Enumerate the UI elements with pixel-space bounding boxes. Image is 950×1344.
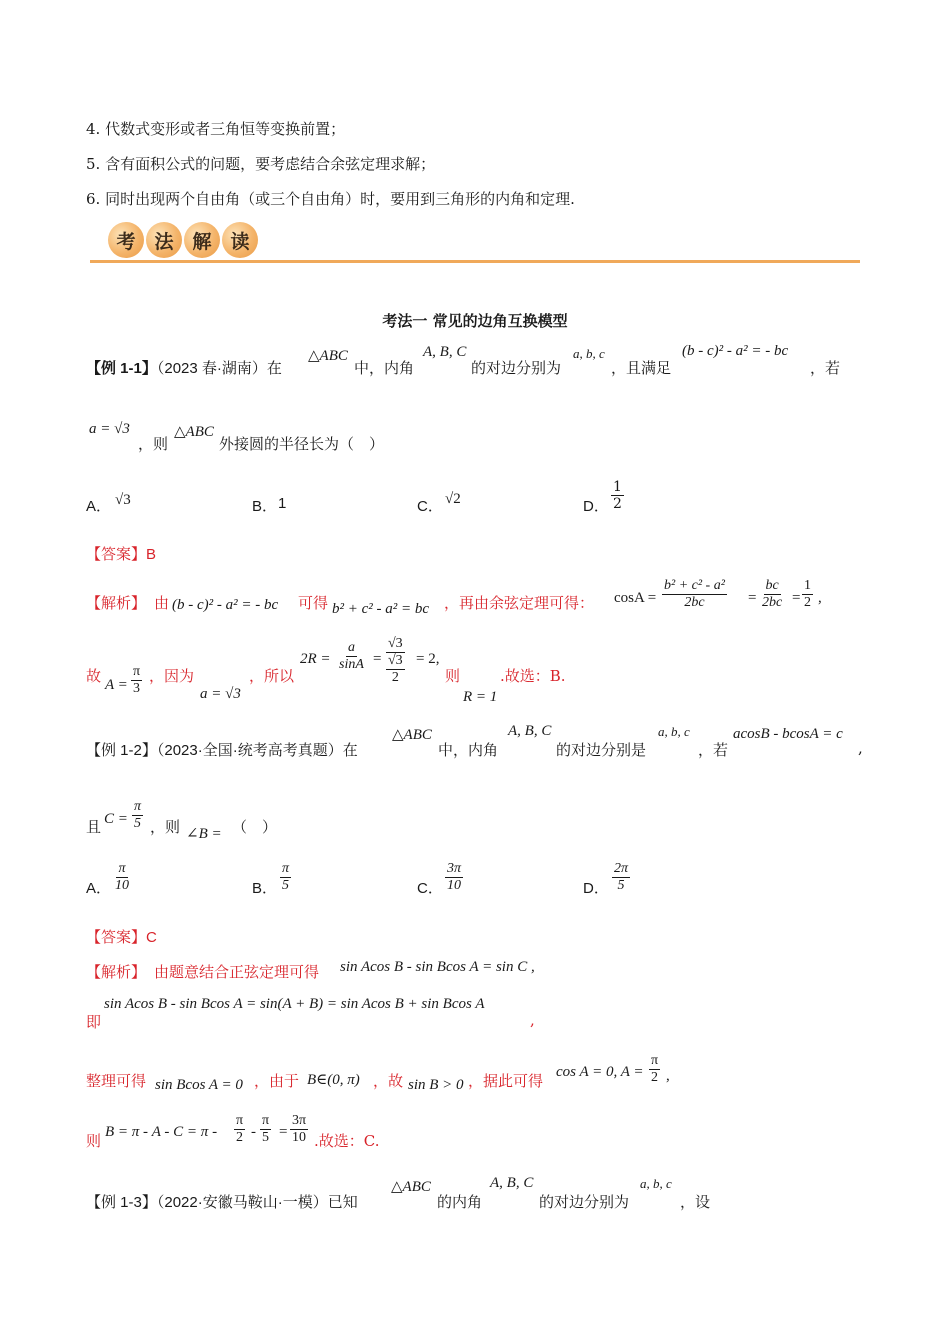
ex1-sol2-text: 则 xyxy=(445,667,461,685)
ex1-option-b-value: 1 xyxy=(278,495,287,512)
ex1-text: 外接圆的半径长为（ ） xyxy=(219,435,385,453)
ex2-sol3-frac: $\frac{\pi}{2}$ xyxy=(651,1053,659,1086)
ex2-sol4-frac3: $\frac{3\pi}{10}$ xyxy=(292,1113,307,1146)
ex1-line1 xyxy=(86,357,282,378)
ex1-sol2-pi3: $\frac{\pi}{3}$ xyxy=(133,664,141,697)
ex3-text: 的内角 xyxy=(437,1193,483,1211)
ex2-source: （2023·全国·统考高考真题）在 xyxy=(156,742,358,759)
ex3-source: （2022·安徽马鞍山·一模）已知 xyxy=(156,1194,358,1211)
ex2-condition: acosB - bcosA = c xyxy=(733,726,843,742)
ex1-sol2-text: ，因为 xyxy=(149,667,195,685)
ex2-C-frac: $\frac{\pi}{5}$ xyxy=(134,799,142,832)
ex3-text: 的对边分别为 xyxy=(539,1193,630,1211)
ex1-given: a = √3 xyxy=(89,421,130,437)
ex2-sol4-frac1: $\frac{\pi}{2}$ xyxy=(236,1113,244,1146)
ex1-solution-comma: , xyxy=(818,590,822,606)
equals-sign: = xyxy=(373,651,382,667)
intro-item-5: 5. 含有面积公式的问题，要考虑结合余弦定理求解； xyxy=(86,155,436,173)
ex2-sol4-text: .故选：C. xyxy=(314,1132,380,1150)
ex1-sol2-a: a = √3 xyxy=(200,686,241,702)
ex2-text: ，若 xyxy=(698,741,729,759)
ex2-line1 xyxy=(86,739,358,760)
ex2-text: , xyxy=(858,739,863,757)
ex1-solution-text: 由 xyxy=(154,594,170,612)
ex1-solution-frac2: $\frac{bc}{2bc}$ xyxy=(762,578,783,611)
ex2-sol4-eq1: B = π - A - C = π - xyxy=(105,1124,218,1140)
ex1-sol2-text: 故 xyxy=(86,667,102,685)
ex1-sol2-eq2: = 2, xyxy=(416,651,440,667)
ex2-option-d-fraction: $\frac{2\pi}{5}$ xyxy=(614,861,629,894)
ex1-text: ，且满足 xyxy=(611,359,672,377)
ex1-option-a-value: √3 xyxy=(115,492,131,508)
ex2-sol3-eq3: sin B > 0 xyxy=(408,1077,464,1093)
ex3-label: 【例 1-3】 xyxy=(86,1194,157,1211)
ex1-sol2-2R: 2R = xyxy=(300,651,331,667)
ex2-option-c-fraction: $\frac{3\pi}{10}$ xyxy=(447,861,462,894)
badge-char: 考 xyxy=(108,222,144,258)
ex1-angles: A, B, C xyxy=(423,344,467,360)
ex2-option-b-fraction: $\frac{\pi}{5}$ xyxy=(282,861,290,894)
equals-sign: = xyxy=(748,590,757,606)
ex1-condition: (b - c)² - a² = - bc xyxy=(682,343,789,359)
answer-label: 【答案】 xyxy=(86,546,147,563)
ex1-option-b-key: B． xyxy=(252,498,278,515)
answer-value: C xyxy=(146,929,157,946)
ex2-triangle: △ABC xyxy=(392,727,432,743)
ex1-text: 中，内角 xyxy=(354,359,415,377)
ex3-text: ，设 xyxy=(680,1193,711,1211)
ex2-sol3-eq4: cos A = 0, A = xyxy=(556,1064,644,1080)
ex2-text: 中，内角 xyxy=(438,741,499,759)
section-divider xyxy=(90,260,860,263)
ex3-triangle: △ABC xyxy=(391,1179,431,1195)
equals-sign: = xyxy=(792,590,801,606)
ex2-option-b-key: B． xyxy=(252,880,278,897)
ex1-option-d-key: D． xyxy=(583,498,609,515)
ex2-text: 且 xyxy=(86,818,102,836)
ex2-sol3-text: ，由于 xyxy=(254,1072,300,1090)
ex1-triangle: △ABC xyxy=(174,424,214,440)
method-title: 考法一 常见的边角互换模型 xyxy=(382,312,568,330)
ex1-solution-label: 【解析】 xyxy=(86,594,147,612)
ex2-C-eq: C = xyxy=(104,811,128,827)
ex3-line1 xyxy=(86,1191,358,1212)
ex1-sol2-R: R = 1 xyxy=(463,689,498,705)
ex1-solution-eq2: b² + c² - a² = bc xyxy=(332,601,430,617)
ex2-B-ask: ∠B = xyxy=(186,826,222,842)
ex1-solution-frac1: $\frac{\text{b² + c² - a²}}{2bc}$ xyxy=(664,578,725,611)
ex2-solution-label: 【解析】 xyxy=(86,963,147,981)
ex2-sol3-comma: , xyxy=(666,1068,670,1084)
ex2-solution-eq2: sin Acos B - sin Bcos A = sin(A + B) = sin Acos B + sin Bcos A xyxy=(104,996,485,1012)
ex2-sol4-text: 则 xyxy=(86,1132,102,1150)
ex2-sol3-text: ，据此可得 xyxy=(468,1072,544,1090)
ex3-sides: a, b, c xyxy=(640,1176,672,1191)
ex1-option-d-fraction: $\frac{1}{2}$ xyxy=(613,479,622,513)
ex1-sol2-frac-sqrt3: $\frac{√3}{\frac{√3}{2}}$ xyxy=(388,636,403,686)
ex2-text: ，则 xyxy=(150,818,181,836)
ex1-triangle: △ABC xyxy=(308,348,348,364)
ex2-option-c-key: C． xyxy=(417,880,443,897)
ex1-answer xyxy=(86,543,156,564)
ex1-label: 【例 1-1】 xyxy=(86,360,157,377)
ex1-sol2-frac-a-sinA: $\frac{a}{\sin A}$ xyxy=(339,640,364,673)
ex2-angles: A, B, C xyxy=(508,723,552,739)
ex1-option-c-value: √2 xyxy=(445,491,461,507)
ex1-source: （2023 春·湖南）在 xyxy=(156,360,282,377)
intro-item-6: 6. 同时出现两个自由角（或三个自由角）时，要用到三角形的内角和定理. xyxy=(86,190,575,208)
ex1-sol2-text: .故选：B. xyxy=(500,667,566,685)
ex2-sol4-eq: = xyxy=(279,1124,288,1140)
ex1-sides: a, b, c xyxy=(573,346,605,361)
ex2-text: （ ） xyxy=(232,818,278,836)
ex1-text: ，则 xyxy=(138,435,169,453)
answer-value: B xyxy=(146,546,157,563)
ex2-sol4-frac2: $\frac{\pi}{5}$ xyxy=(262,1113,270,1146)
ex1-option-c-key: C． xyxy=(417,498,443,515)
ex2-text: 的对边分别是 xyxy=(556,741,647,759)
ex2-sol4-minus: - xyxy=(251,1124,256,1140)
ex1-text: 的对边分别为 xyxy=(471,359,562,377)
badge-char: 法 xyxy=(146,222,182,258)
ex2-label: 【例 1-2】 xyxy=(86,742,157,759)
ex1-text: ，若 xyxy=(810,359,841,377)
ex2-answer xyxy=(86,926,157,947)
answer-label: 【答案】 xyxy=(86,929,147,946)
section-badge xyxy=(108,222,260,258)
ex1-option-a-key: A． xyxy=(86,498,112,515)
ex2-solution-eq1: sin Acos B - sin Bcos A = sin C , xyxy=(340,959,535,975)
badge-char: 解 xyxy=(184,222,220,258)
intro-item-4: 4. 代数式变形或者三角恒等变换前置； xyxy=(86,120,346,138)
ex3-angles: A, B, C xyxy=(490,1175,534,1191)
ex2-sol3-text: ，故 xyxy=(373,1072,404,1090)
ex1-solution-frac3: $\frac{1}{2}$ xyxy=(804,578,811,611)
ex1-sol2-text: ，所以 xyxy=(249,667,295,685)
badge-char: 读 xyxy=(222,222,258,258)
ex2-sol3-text: 整理可得 xyxy=(86,1072,147,1090)
ex1-sol2-A: A = xyxy=(105,677,128,693)
ex1-solution-text: 可得 xyxy=(298,594,329,612)
ex2-option-a-key: A． xyxy=(86,880,112,897)
ex2-solution-text: 即 xyxy=(86,1013,102,1031)
ex2-option-a-fraction: $\frac{\pi}{10}$ xyxy=(115,861,129,894)
ex2-sol3-eq1: sin Bcos A = 0 xyxy=(155,1077,243,1093)
ex2-sol3-eq2: B∈(0, π) xyxy=(307,1072,360,1088)
ex1-solution-eq1: (b - c)² - a² = - bc xyxy=(172,597,279,613)
ex1-solution-cos: cosA = xyxy=(614,590,657,606)
ex2-sides: a, b, c xyxy=(658,724,690,739)
ex2-solution-text: , xyxy=(530,1011,535,1029)
ex2-option-d-key: D． xyxy=(583,880,609,897)
ex1-solution-text: ，再由余弦定理可得： xyxy=(444,594,595,612)
ex2-solution-text: 由题意结合正弦定理可得 xyxy=(154,963,320,981)
